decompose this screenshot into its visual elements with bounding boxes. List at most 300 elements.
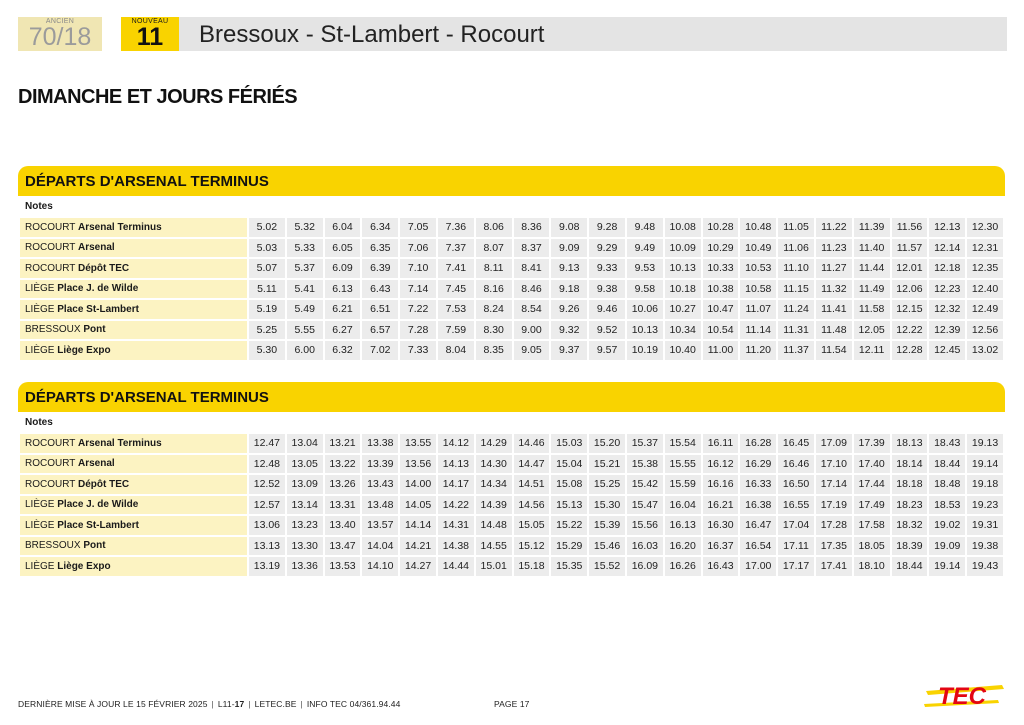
departure-time: 15.38 bbox=[627, 455, 663, 474]
departure-time: 6.51 bbox=[362, 300, 398, 319]
stop-name bbox=[20, 239, 247, 258]
stop-name bbox=[20, 280, 247, 299]
departure-time: 15.20 bbox=[589, 434, 625, 453]
route-title: Bressoux - St-Lambert - Rocourt bbox=[199, 21, 545, 48]
departure-time: 11.31 bbox=[778, 321, 814, 340]
departure-time: 16.16 bbox=[703, 475, 739, 494]
departure-time: 19.43 bbox=[967, 557, 1003, 576]
departure-time: 11.49 bbox=[854, 280, 890, 299]
stop-city: BRESSOUX bbox=[25, 324, 81, 336]
logo-text: TEC bbox=[938, 683, 986, 710]
stop-name bbox=[20, 259, 247, 278]
stop-label: Pont bbox=[83, 540, 106, 552]
departure-time: 16.37 bbox=[703, 537, 739, 556]
departure-time: 15.01 bbox=[476, 557, 512, 576]
departure-time: 13.36 bbox=[287, 557, 323, 576]
line-code-page: 17 bbox=[234, 699, 245, 709]
departure-time: 17.19 bbox=[816, 496, 852, 515]
departure-time: 16.13 bbox=[665, 516, 701, 535]
table-row bbox=[20, 300, 1003, 319]
departure-time: 12.13 bbox=[929, 218, 965, 237]
departure-time: 12.11 bbox=[854, 341, 890, 360]
departure-time: 16.54 bbox=[740, 537, 776, 556]
page-number: PAGE 17 bbox=[494, 699, 530, 709]
table-row bbox=[20, 321, 1003, 340]
departure-time: 6.57 bbox=[362, 321, 398, 340]
departure-time: 8.30 bbox=[476, 321, 512, 340]
departure-time: 13.56 bbox=[400, 455, 436, 474]
table-row bbox=[20, 537, 1003, 556]
departure-time: 11.40 bbox=[854, 239, 890, 258]
timetable-section-afternoon bbox=[18, 382, 1005, 578]
table-row bbox=[20, 455, 1003, 474]
departure-time: 11.37 bbox=[778, 341, 814, 360]
departure-time: 7.53 bbox=[438, 300, 474, 319]
stop-name bbox=[20, 496, 247, 515]
departure-time: 11.05 bbox=[778, 218, 814, 237]
departure-time: 15.55 bbox=[665, 455, 701, 474]
departure-time: 14.10 bbox=[362, 557, 398, 576]
table-row bbox=[20, 557, 1003, 576]
departure-time: 19.14 bbox=[967, 455, 1003, 474]
departure-time: 5.30 bbox=[249, 341, 285, 360]
stop-label: Place J. de Wilde bbox=[57, 499, 139, 511]
departure-time: 8.37 bbox=[514, 239, 550, 258]
departure-time: 15.03 bbox=[551, 434, 587, 453]
departure-time: 12.28 bbox=[892, 341, 928, 360]
departure-time: 13.06 bbox=[249, 516, 285, 535]
departure-time: 11.48 bbox=[816, 321, 852, 340]
departure-time: 19.18 bbox=[967, 475, 1003, 494]
stop-label: Liège Expo bbox=[57, 344, 111, 356]
departure-time: 7.10 bbox=[400, 259, 436, 278]
departure-time: 18.32 bbox=[892, 516, 928, 535]
departure-time: 14.48 bbox=[476, 516, 512, 535]
departure-time: 14.56 bbox=[514, 496, 550, 515]
departure-time: 14.14 bbox=[400, 516, 436, 535]
departure-time: 5.19 bbox=[249, 300, 285, 319]
departure-time: 10.08 bbox=[665, 218, 701, 237]
info-phone: INFO TEC 04/361.94.44 bbox=[306, 699, 401, 709]
departure-time: 9.13 bbox=[551, 259, 587, 278]
stop-city: ROCOURT bbox=[25, 437, 76, 449]
departure-time: 10.19 bbox=[627, 341, 663, 360]
departure-time: 15.12 bbox=[514, 537, 550, 556]
departure-time: 18.13 bbox=[892, 434, 928, 453]
departure-time: 7.05 bbox=[400, 218, 436, 237]
departure-time: 8.16 bbox=[476, 280, 512, 299]
departure-time: 12.47 bbox=[249, 434, 285, 453]
departure-time: 11.56 bbox=[892, 218, 928, 237]
departure-time: 6.32 bbox=[325, 341, 361, 360]
new-line-number: 11 bbox=[136, 23, 164, 51]
departure-time: 11.24 bbox=[778, 300, 814, 319]
departure-time: 14.00 bbox=[400, 475, 436, 494]
departure-time: 14.44 bbox=[438, 557, 474, 576]
departure-time: 12.23 bbox=[929, 280, 965, 299]
departure-time: 16.04 bbox=[665, 496, 701, 515]
line-code-prefix: L11- bbox=[217, 699, 235, 709]
departure-time: 12.01 bbox=[892, 259, 928, 278]
timetable bbox=[18, 216, 1005, 362]
departure-time: 10.49 bbox=[740, 239, 776, 258]
departure-time: 10.13 bbox=[627, 321, 663, 340]
stop-label: Place St-Lambert bbox=[57, 519, 139, 531]
departure-time: 16.12 bbox=[703, 455, 739, 474]
departure-time: 16.21 bbox=[703, 496, 739, 515]
departure-time: 7.33 bbox=[400, 341, 436, 360]
departure-time: 16.09 bbox=[627, 557, 663, 576]
departure-time: 16.03 bbox=[627, 537, 663, 556]
departure-time: 16.20 bbox=[665, 537, 701, 556]
departure-time: 18.53 bbox=[929, 496, 965, 515]
page-header bbox=[18, 17, 1007, 51]
departure-time: 18.44 bbox=[892, 557, 928, 576]
departure-time: 6.13 bbox=[325, 280, 361, 299]
table-row bbox=[20, 341, 1003, 360]
table-row bbox=[20, 434, 1003, 453]
stop-name bbox=[20, 557, 247, 576]
departure-time: 15.22 bbox=[551, 516, 587, 535]
stop-city: LIÈGE bbox=[25, 519, 55, 531]
departure-time: 16.11 bbox=[703, 434, 739, 453]
departure-time: 19.31 bbox=[967, 516, 1003, 535]
section-header bbox=[18, 166, 1005, 198]
departure-time: 18.14 bbox=[892, 455, 928, 474]
departure-time: 13.57 bbox=[362, 516, 398, 535]
departure-time: 18.39 bbox=[892, 537, 928, 556]
departure-time: 10.34 bbox=[665, 321, 701, 340]
departure-time: 13.21 bbox=[325, 434, 361, 453]
stop-name bbox=[20, 516, 247, 535]
old-line-label: ANCIEN bbox=[45, 18, 75, 25]
departure-time: 5.11 bbox=[249, 280, 285, 299]
departure-time: 17.41 bbox=[816, 557, 852, 576]
departure-time: 13.05 bbox=[287, 455, 323, 474]
departure-time: 13.39 bbox=[362, 455, 398, 474]
departure-time: 12.56 bbox=[967, 321, 1003, 340]
departure-time: 11.07 bbox=[740, 300, 776, 319]
departure-time: 10.13 bbox=[665, 259, 701, 278]
departure-time: 10.54 bbox=[703, 321, 739, 340]
departure-time: 17.11 bbox=[778, 537, 814, 556]
table-row bbox=[20, 516, 1003, 535]
departure-time: 14.27 bbox=[400, 557, 436, 576]
departure-time: 6.43 bbox=[362, 280, 398, 299]
departure-time: 6.21 bbox=[325, 300, 361, 319]
departure-time: 10.06 bbox=[627, 300, 663, 319]
table-row bbox=[20, 280, 1003, 299]
departure-time: 14.46 bbox=[514, 434, 550, 453]
departure-time: 15.08 bbox=[551, 475, 587, 494]
departure-time: 6.34 bbox=[362, 218, 398, 237]
timetable bbox=[18, 432, 1005, 578]
departure-time: 17.14 bbox=[816, 475, 852, 494]
departure-time: 13.02 bbox=[967, 341, 1003, 360]
departure-time: 12.14 bbox=[929, 239, 965, 258]
stop-name bbox=[20, 218, 247, 237]
departure-time: 9.29 bbox=[589, 239, 625, 258]
line-code bbox=[218, 699, 244, 709]
departure-time: 11.39 bbox=[854, 218, 890, 237]
stop-label: Liège Expo bbox=[57, 560, 111, 572]
departure-time: 10.58 bbox=[740, 280, 776, 299]
departure-time: 15.47 bbox=[627, 496, 663, 515]
departure-time: 13.04 bbox=[287, 434, 323, 453]
departure-time: 15.35 bbox=[551, 557, 587, 576]
departure-time: 12.45 bbox=[929, 341, 965, 360]
stop-name bbox=[20, 455, 247, 474]
stop-name bbox=[20, 434, 247, 453]
stop-city: LIÈGE bbox=[25, 283, 55, 295]
departure-time: 12.32 bbox=[929, 300, 965, 319]
departure-time: 8.36 bbox=[514, 218, 550, 237]
departure-time: 16.28 bbox=[740, 434, 776, 453]
departure-time: 11.54 bbox=[816, 341, 852, 360]
departure-time: 15.04 bbox=[551, 455, 587, 474]
departure-time: 17.28 bbox=[816, 516, 852, 535]
departure-time: 13.23 bbox=[287, 516, 323, 535]
website-link[interactable]: LETEC.BE bbox=[254, 699, 297, 709]
departure-time: 7.59 bbox=[438, 321, 474, 340]
departure-time: 15.42 bbox=[627, 475, 663, 494]
departure-time: 14.05 bbox=[400, 496, 436, 515]
departure-time: 16.55 bbox=[778, 496, 814, 515]
departure-time: 14.04 bbox=[362, 537, 398, 556]
section-header bbox=[18, 382, 1005, 414]
stop-label: Dépôt TEC bbox=[77, 478, 130, 490]
departure-time: 10.18 bbox=[665, 280, 701, 299]
stop-name bbox=[20, 321, 247, 340]
departure-time: 15.05 bbox=[514, 516, 550, 535]
departure-time: 12.30 bbox=[967, 218, 1003, 237]
departure-time: 13.14 bbox=[287, 496, 323, 515]
departure-time: 13.43 bbox=[362, 475, 398, 494]
departure-time: 19.13 bbox=[967, 434, 1003, 453]
departure-time: 6.27 bbox=[325, 321, 361, 340]
departure-time: 11.57 bbox=[892, 239, 928, 258]
departure-time: 17.00 bbox=[740, 557, 776, 576]
departure-time: 15.46 bbox=[589, 537, 625, 556]
departure-time: 13.31 bbox=[325, 496, 361, 515]
departure-time: 13.13 bbox=[249, 537, 285, 556]
departure-time: 7.06 bbox=[400, 239, 436, 258]
departure-time: 12.31 bbox=[967, 239, 1003, 258]
stop-city: ROCOURT bbox=[25, 221, 76, 233]
departure-time: 10.27 bbox=[665, 300, 701, 319]
departure-time: 18.05 bbox=[854, 537, 890, 556]
departure-time: 9.09 bbox=[551, 239, 587, 258]
departure-time: 9.28 bbox=[589, 218, 625, 237]
departure-time: 12.06 bbox=[892, 280, 928, 299]
departure-time: 9.58 bbox=[627, 280, 663, 299]
departure-time: 18.10 bbox=[854, 557, 890, 576]
stop-city: LIÈGE bbox=[25, 303, 55, 315]
stop-label: Arsenal Terminus bbox=[77, 437, 162, 449]
departure-time: 6.04 bbox=[325, 218, 361, 237]
departure-time: 6.05 bbox=[325, 239, 361, 258]
departure-time: 16.29 bbox=[740, 455, 776, 474]
departure-time: 12.49 bbox=[967, 300, 1003, 319]
departure-time: 8.41 bbox=[514, 259, 550, 278]
departure-time: 9.05 bbox=[514, 341, 550, 360]
departure-time: 12.39 bbox=[929, 321, 965, 340]
old-line-badge bbox=[18, 17, 102, 51]
departure-time: 14.47 bbox=[514, 455, 550, 474]
departure-time: 17.49 bbox=[854, 496, 890, 515]
departure-time: 5.49 bbox=[287, 300, 323, 319]
departure-time: 11.41 bbox=[816, 300, 852, 319]
stop-city: LIÈGE bbox=[25, 499, 55, 511]
route-title-bar bbox=[179, 17, 1007, 51]
departure-time: 15.25 bbox=[589, 475, 625, 494]
departure-time: 19.23 bbox=[967, 496, 1003, 515]
departure-time: 15.30 bbox=[589, 496, 625, 515]
departure-time: 16.33 bbox=[740, 475, 776, 494]
departure-time: 12.52 bbox=[249, 475, 285, 494]
departure-time: 16.30 bbox=[703, 516, 739, 535]
departure-time: 17.58 bbox=[854, 516, 890, 535]
stop-city: LIÈGE bbox=[25, 344, 55, 356]
stop-city: LIÈGE bbox=[25, 560, 55, 572]
stop-label: Place J. de Wilde bbox=[57, 283, 139, 295]
section-title: DÉPARTS D'ARSENAL TERMINUS bbox=[25, 389, 269, 406]
departure-time: 15.37 bbox=[627, 434, 663, 453]
departure-time: 17.10 bbox=[816, 455, 852, 474]
departure-time: 10.33 bbox=[703, 259, 739, 278]
departure-time: 19.14 bbox=[929, 557, 965, 576]
day-heading: DIMANCHE ET JOURS FÉRIÉS bbox=[18, 86, 298, 108]
departure-time: 9.48 bbox=[627, 218, 663, 237]
departure-time: 7.41 bbox=[438, 259, 474, 278]
departure-time: 7.28 bbox=[400, 321, 436, 340]
departure-time: 9.46 bbox=[589, 300, 625, 319]
stop-label: Arsenal bbox=[77, 458, 115, 470]
departure-time: 10.48 bbox=[740, 218, 776, 237]
stop-label: Arsenal bbox=[77, 242, 115, 254]
departure-time: 8.06 bbox=[476, 218, 512, 237]
departure-time: 11.20 bbox=[740, 341, 776, 360]
departure-time: 7.22 bbox=[400, 300, 436, 319]
departure-time: 7.45 bbox=[438, 280, 474, 299]
departure-time: 13.09 bbox=[287, 475, 323, 494]
departure-time: 13.47 bbox=[325, 537, 361, 556]
departure-time: 14.13 bbox=[438, 455, 474, 474]
departure-time: 11.44 bbox=[854, 259, 890, 278]
departure-time: 18.44 bbox=[929, 455, 965, 474]
departure-time: 17.04 bbox=[778, 516, 814, 535]
departure-time: 8.54 bbox=[514, 300, 550, 319]
departure-time: 15.18 bbox=[514, 557, 550, 576]
departure-time: 13.26 bbox=[325, 475, 361, 494]
departure-time: 12.35 bbox=[967, 259, 1003, 278]
tec-logo bbox=[924, 677, 1008, 711]
departure-time: 9.00 bbox=[514, 321, 550, 340]
departure-time: 9.33 bbox=[589, 259, 625, 278]
departure-time: 16.38 bbox=[740, 496, 776, 515]
departure-time: 14.31 bbox=[438, 516, 474, 535]
departure-time: 14.30 bbox=[476, 455, 512, 474]
departure-time: 5.41 bbox=[287, 280, 323, 299]
departure-time: 9.26 bbox=[551, 300, 587, 319]
departure-time: 6.09 bbox=[325, 259, 361, 278]
departure-time: 10.28 bbox=[703, 218, 739, 237]
departure-time: 11.23 bbox=[816, 239, 852, 258]
new-line-badge bbox=[121, 17, 179, 51]
departure-time: 9.08 bbox=[551, 218, 587, 237]
stop-label: Pont bbox=[83, 324, 106, 336]
stop-name bbox=[20, 341, 247, 360]
page-footer: DERNIÈRE MISE À JOUR LE 15 FÉVRIER 2025 | L11-17 | LETEC.BE | INFO TEC 04/361.94.44 PAGE 17 bbox=[18, 699, 530, 709]
departure-time: 12.57 bbox=[249, 496, 285, 515]
departure-time: 11.14 bbox=[740, 321, 776, 340]
departure-time: 5.55 bbox=[287, 321, 323, 340]
departure-time: 5.37 bbox=[287, 259, 323, 278]
departure-time: 11.00 bbox=[703, 341, 739, 360]
departure-time: 15.39 bbox=[589, 516, 625, 535]
departure-time: 12.05 bbox=[854, 321, 890, 340]
departure-time: 9.38 bbox=[589, 280, 625, 299]
stop-name bbox=[20, 475, 247, 494]
departure-time: 19.38 bbox=[967, 537, 1003, 556]
departure-time: 10.40 bbox=[665, 341, 701, 360]
departure-time: 9.52 bbox=[589, 321, 625, 340]
table-row bbox=[20, 239, 1003, 258]
table-row bbox=[20, 475, 1003, 494]
stop-city: ROCOURT bbox=[25, 458, 76, 470]
stop-label: Dépôt TEC bbox=[77, 262, 130, 274]
departure-time: 9.57 bbox=[589, 341, 625, 360]
departure-time: 14.34 bbox=[476, 475, 512, 494]
departure-time: 9.32 bbox=[551, 321, 587, 340]
notes-label: Notes bbox=[25, 417, 53, 428]
departure-time: 11.22 bbox=[816, 218, 852, 237]
departure-time: 11.32 bbox=[816, 280, 852, 299]
timetable-section-morning bbox=[18, 166, 1005, 362]
departure-time: 16.43 bbox=[703, 557, 739, 576]
departure-time: 5.33 bbox=[287, 239, 323, 258]
departure-time: 8.07 bbox=[476, 239, 512, 258]
departure-time: 15.29 bbox=[551, 537, 587, 556]
departure-time: 7.36 bbox=[438, 218, 474, 237]
departure-time: 17.17 bbox=[778, 557, 814, 576]
departure-time: 19.09 bbox=[929, 537, 965, 556]
departure-time: 12.40 bbox=[967, 280, 1003, 299]
departure-time: 13.48 bbox=[362, 496, 398, 515]
departure-time: 7.37 bbox=[438, 239, 474, 258]
departure-time: 11.10 bbox=[778, 259, 814, 278]
stop-label: Place St-Lambert bbox=[57, 303, 139, 315]
departure-time: 10.09 bbox=[665, 239, 701, 258]
departure-time: 13.55 bbox=[400, 434, 436, 453]
departure-time: 8.24 bbox=[476, 300, 512, 319]
departure-time: 11.06 bbox=[778, 239, 814, 258]
departure-time: 16.47 bbox=[740, 516, 776, 535]
departure-time: 15.13 bbox=[551, 496, 587, 515]
departure-time: 14.22 bbox=[438, 496, 474, 515]
departure-time: 14.29 bbox=[476, 434, 512, 453]
departure-time: 15.21 bbox=[589, 455, 625, 474]
departure-time: 16.50 bbox=[778, 475, 814, 494]
stop-name bbox=[20, 300, 247, 319]
table-row bbox=[20, 496, 1003, 515]
departure-time: 15.56 bbox=[627, 516, 663, 535]
departure-time: 8.35 bbox=[476, 341, 512, 360]
departure-time: 6.00 bbox=[287, 341, 323, 360]
departure-time: 16.26 bbox=[665, 557, 701, 576]
departure-time: 14.51 bbox=[514, 475, 550, 494]
departure-time: 10.29 bbox=[703, 239, 739, 258]
